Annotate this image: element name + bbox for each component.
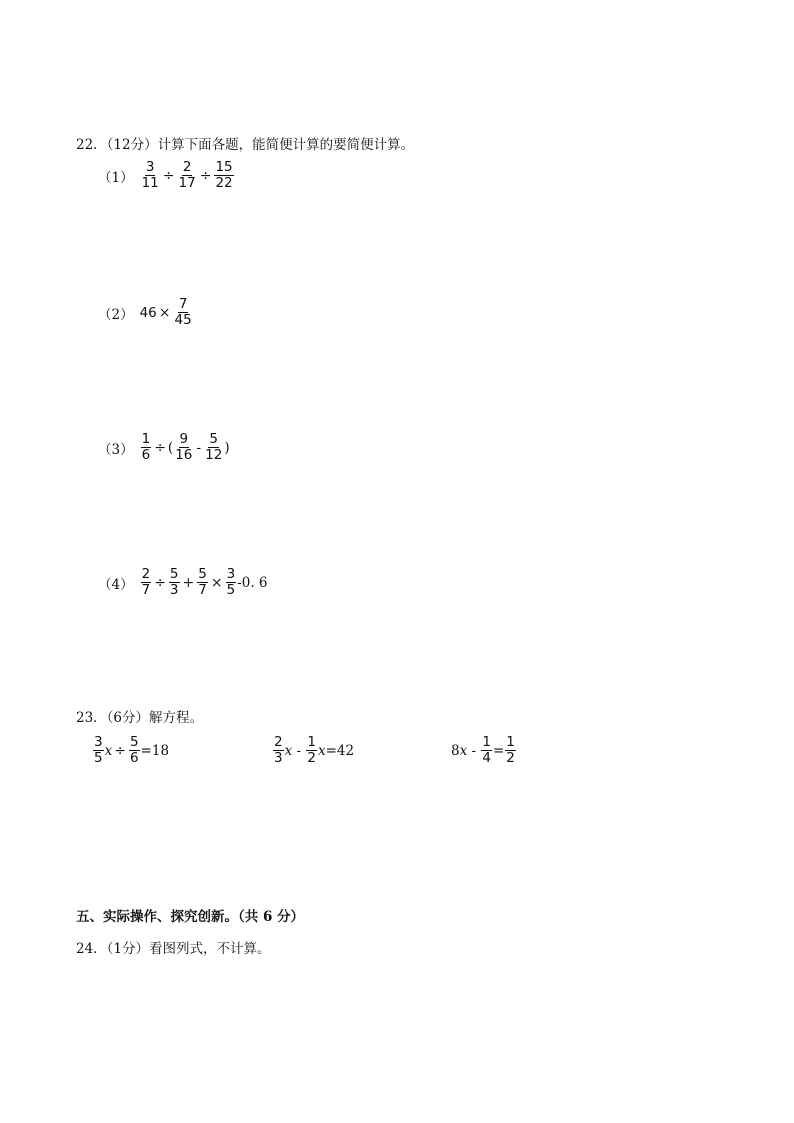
fraction: $\frac{2}{3}$ [274, 734, 283, 766]
equation-rhs: =18 [140, 742, 170, 759]
fraction: $\frac{1}{2}$ [506, 734, 515, 766]
operator: × [210, 574, 223, 591]
item-label: （4） [98, 576, 134, 593]
operator: ÷ [154, 439, 166, 456]
item-label: （1） [98, 169, 134, 186]
equals-sign: = [492, 742, 505, 759]
section-5-heading: 五、实际操作、探究创新。（共 6 分） [76, 909, 305, 925]
fraction: $\frac{1}{2}$ [307, 734, 316, 766]
fraction: $\frac{3}{11}$ [141, 159, 159, 191]
operator: - [196, 439, 202, 456]
fraction: $\frac{5}{12}$ [205, 431, 223, 463]
q22-item-4 [98, 567, 268, 598]
fraction: $\frac{5}{7}$ [198, 566, 207, 598]
variable: x [459, 742, 468, 759]
variable: x [317, 742, 326, 759]
variable: x [284, 742, 293, 759]
operator: + [182, 574, 195, 591]
fraction: $\frac{9}{16}$ [175, 431, 193, 463]
fraction: $\frac{1}{4}$ [482, 734, 491, 766]
fraction: $\frac{3}{5}$ [94, 734, 103, 766]
fraction: $\frac{2}{7}$ [141, 566, 151, 598]
operator: × [158, 304, 171, 321]
close-paren: ) [224, 439, 230, 456]
equation-2 [272, 735, 354, 766]
fraction: $\frac{1}{6}$ [141, 431, 151, 463]
operator: ÷ [114, 742, 126, 759]
operator: ÷ [162, 167, 175, 184]
operator: ÷ [199, 167, 212, 184]
item-label: （2） [98, 306, 134, 323]
fraction: $\frac{2}{17}$ [178, 159, 196, 191]
q22-title: 22．（12分）计算下面各题，能简便计算的要简便计算。 [76, 137, 415, 153]
equation-3 [451, 735, 517, 766]
operator: - [467, 742, 481, 759]
q23-title: 23．（6分）解方程。 [76, 710, 204, 726]
tail-term: -0. 6 [237, 574, 268, 591]
q22-item-2 [98, 297, 194, 328]
variable: x [104, 742, 113, 759]
open-paren: ( [167, 439, 174, 456]
operator: - [292, 742, 306, 759]
q24-title: 24．（1分）看图列式，不计算。 [76, 941, 271, 957]
equation-1 [92, 735, 169, 766]
fraction: $\frac{3}{5}$ [226, 566, 236, 598]
coefficient: 8 [451, 742, 460, 759]
q22-item-3 [98, 432, 230, 463]
fraction: $\frac{15}{22}$ [215, 159, 233, 191]
whole-number: 46 [139, 304, 157, 321]
fraction: $\frac{5}{3}$ [169, 566, 179, 598]
q22-item-1 [98, 160, 235, 191]
operator: ÷ [154, 574, 166, 591]
fraction: $\frac{7}{45}$ [174, 296, 192, 328]
fraction: $\frac{5}{6}$ [129, 734, 139, 766]
item-label: （3） [98, 441, 134, 458]
equation-rhs: =42 [325, 742, 355, 759]
